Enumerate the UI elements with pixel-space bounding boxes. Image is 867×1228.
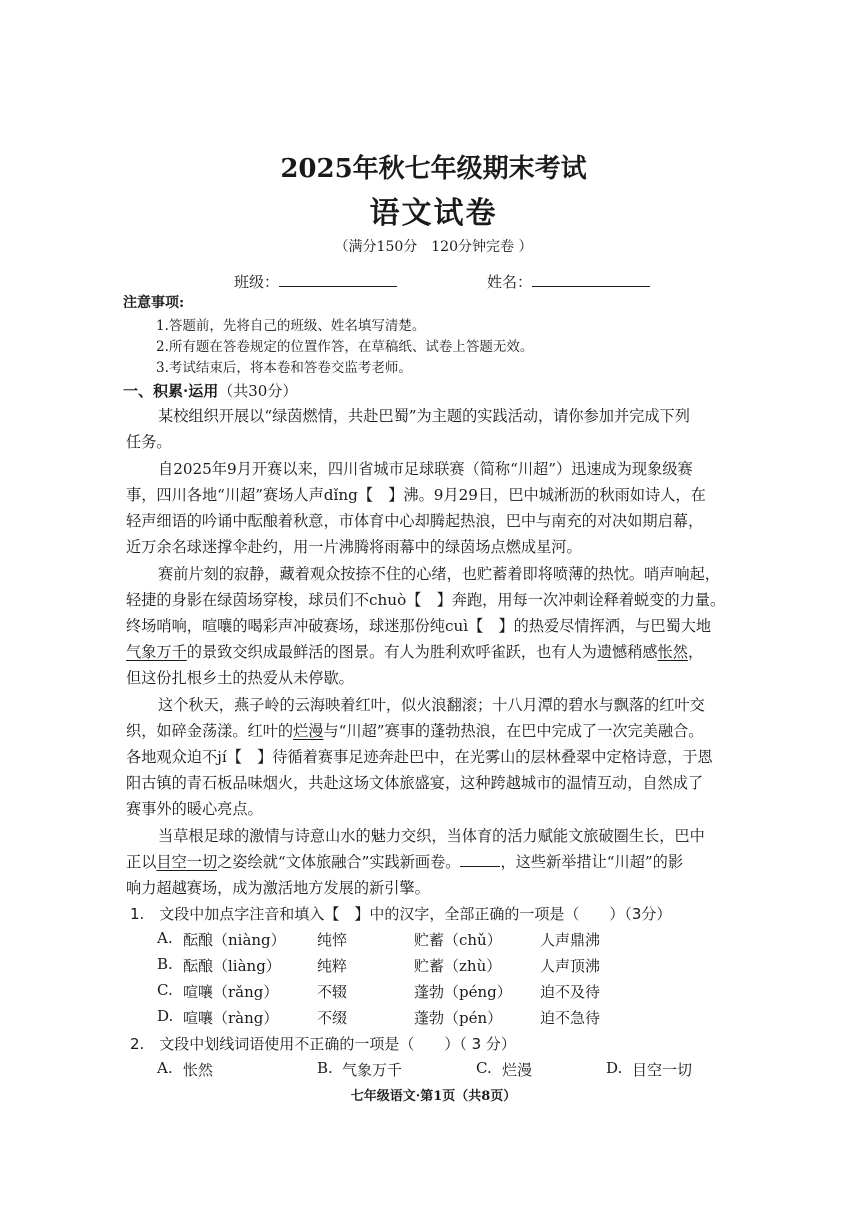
class-field — [234, 271, 397, 292]
option-cell: 人声顶沸 — [540, 957, 601, 975]
option-cell: 目空一切 — [632, 1061, 693, 1079]
passage-line: 事，四川各地“川超”赛场人声dǐng【 】沸。9月29日，巴中城淅沥的秋雨如诗人，在 — [126, 486, 706, 504]
option-cell: 迫不急待 — [540, 1009, 601, 1027]
option-cell: 贮蓄（chǔ） — [414, 931, 502, 949]
section-score: （共30分） — [218, 382, 298, 400]
option-label: C. — [157, 981, 173, 999]
passage-line: 某校组织开展以“绿茵燃情，共赴巴蜀”为主题的实践活动，请你参加并完成下列 — [158, 407, 690, 425]
option-cell: 蓬勃（pén） — [414, 1009, 503, 1027]
passage-line: 赛前片刻的寂静，藏着观众按捺不住的心绪，也贮蓄着即将喷薄的热忱。哨声响起， — [158, 565, 720, 583]
option-cell: 酝酿（niàng） — [183, 931, 286, 949]
option-cell: 纯悴 — [317, 931, 348, 949]
section-title: 一、积累·运用 — [123, 382, 219, 400]
option-label: A. — [157, 929, 173, 947]
underlined-term: 怅然 — [657, 643, 688, 661]
option-label: D. — [157, 1007, 174, 1025]
passage-line: 轻捷的身影在绿茵场穿梭，球员们不chuò【 】奔跑，用每一次冲刺诠释着蜕变的力量。 — [126, 591, 726, 609]
passage-line: 这个秋天，燕子岭的云海映着红叶，似火浪翻滚；十八月潭的碧水与飘落的红叶交 — [158, 696, 705, 714]
option-cell: 气象万千 — [342, 1061, 403, 1079]
option-cell: 怅然 — [183, 1061, 214, 1079]
option-label: B. — [157, 955, 173, 973]
passage-line: 但这份扎根乡土的热爱从未停歇。 — [126, 669, 354, 687]
option-cell: 贮蓄（zhù） — [414, 957, 502, 975]
underlined-term: 目空一切 — [156, 853, 218, 871]
passage-line: 终场哨响，喧嚷的喝彩声冲破赛场，球迷那份纯cuì【 】的热爱尽情挥洒，与巴蜀大地 — [126, 617, 712, 635]
underlined-term: 烂漫 — [293, 722, 324, 740]
exam-subtitle: （满分150分 120分钟完卷 ） — [334, 239, 533, 255]
option-label: A. — [157, 1059, 173, 1077]
underlined-term: 气象万千 — [126, 643, 187, 661]
option-cell: 蓬勃（péng） — [414, 983, 512, 1001]
class-blank — [279, 272, 397, 287]
option-cell: 喧嚷（ràng） — [183, 1009, 279, 1027]
passage-line: 响力超越赛场，成为激活地方发展的新引擎。 — [126, 879, 430, 897]
name-blank — [532, 272, 650, 287]
option-cell: 纯粹 — [317, 957, 348, 975]
notice-item: 3.考试结束后，将本卷和答卷交监考老师。 — [156, 360, 412, 376]
passage-line: 织，如碎金荡漾。红叶的烂漫与“川超”赛事的蓬勃热浪，在巴中完成了一次完美融合。 — [126, 722, 704, 740]
notice-heading: 注意事项: — [123, 295, 185, 311]
passage-line: 赛事外的暖心亮点。 — [126, 800, 263, 818]
passage-line: 气象万千的景致交织成最鲜活的图景。有人为胜利欢呼雀跃，也有人为遗憾稍感怅然， — [126, 643, 704, 661]
passage-line: 阳古镇的青石板品味烟火，共赴这场文体旅盛宴，这种跨越城市的温情互动，自然成了 — [126, 774, 704, 792]
option-cell: 迫不及待 — [540, 983, 601, 1001]
section-heading — [123, 380, 297, 401]
notice-item: 1.答题前，先将自己的班级、姓名填写清楚。 — [156, 318, 426, 334]
passage-line: 各地观众迫不jí【 】待循着赛事足迹奔赴巴中，在光雾山的层林叠翠中定格诗意，于恩 — [126, 748, 713, 766]
name-field — [487, 271, 650, 292]
passage-line: 任务。 — [126, 433, 172, 451]
option-label: C. — [476, 1059, 492, 1077]
paper-title: 语文试卷 — [369, 196, 498, 231]
passage-line: 轻声细语的吟诵中酝酿着秋意，市体育中心却腾起热浪，巴中与南充的对决如期启幕， — [126, 512, 704, 530]
answer-blank — [460, 852, 500, 867]
passage-line: 正以目空一切之姿绘就“文体旅融合”实践新画卷。 ，这些新举措让“川超”的影 — [126, 853, 684, 871]
exam-title: 2025年秋七年级期末考试 — [280, 154, 587, 184]
passage-line: 当草根足球的激情与诗意山水的魅力交织，当体育的活力赋能文旅破圈生长，巴中 — [158, 827, 705, 845]
option-cell: 烂漫 — [502, 1061, 533, 1079]
option-cell: 不辍 — [317, 983, 348, 1001]
question-stem: 2. 文段中划线词语使用不正确的一项是（ ）（ 3 分） — [130, 1035, 516, 1053]
class-label: 班级： — [234, 273, 280, 291]
passage-line: 自2025年9月开赛以来，四川省城市足球联赛（简称“川超”）迅速成为现象级赛 — [158, 460, 693, 478]
option-label: B. — [317, 1059, 333, 1077]
page-footer: 七年级语文·第1页（共8页） — [350, 1089, 517, 1104]
option-label: D. — [606, 1059, 623, 1077]
option-cell: 酝酿（liàng） — [183, 957, 281, 975]
name-label: 姓名： — [487, 273, 533, 291]
option-cell: 不缀 — [317, 1009, 348, 1027]
question-stem: 1. 文段中加点字注音和填入【 】中的汉字，全部正确的一项是（ ）（3分） — [130, 905, 672, 923]
notice-item: 2.所有题在答卷规定的位置作答，在草稿纸、试卷上答题无效。 — [156, 339, 534, 355]
option-cell: 喧嚷（rǎng） — [183, 983, 279, 1001]
passage-line: 近万余名球迷撑伞赴约，用一片沸腾将雨幕中的绿茵场点燃成星河。 — [126, 538, 582, 556]
option-cell: 人声鼎沸 — [540, 931, 601, 949]
